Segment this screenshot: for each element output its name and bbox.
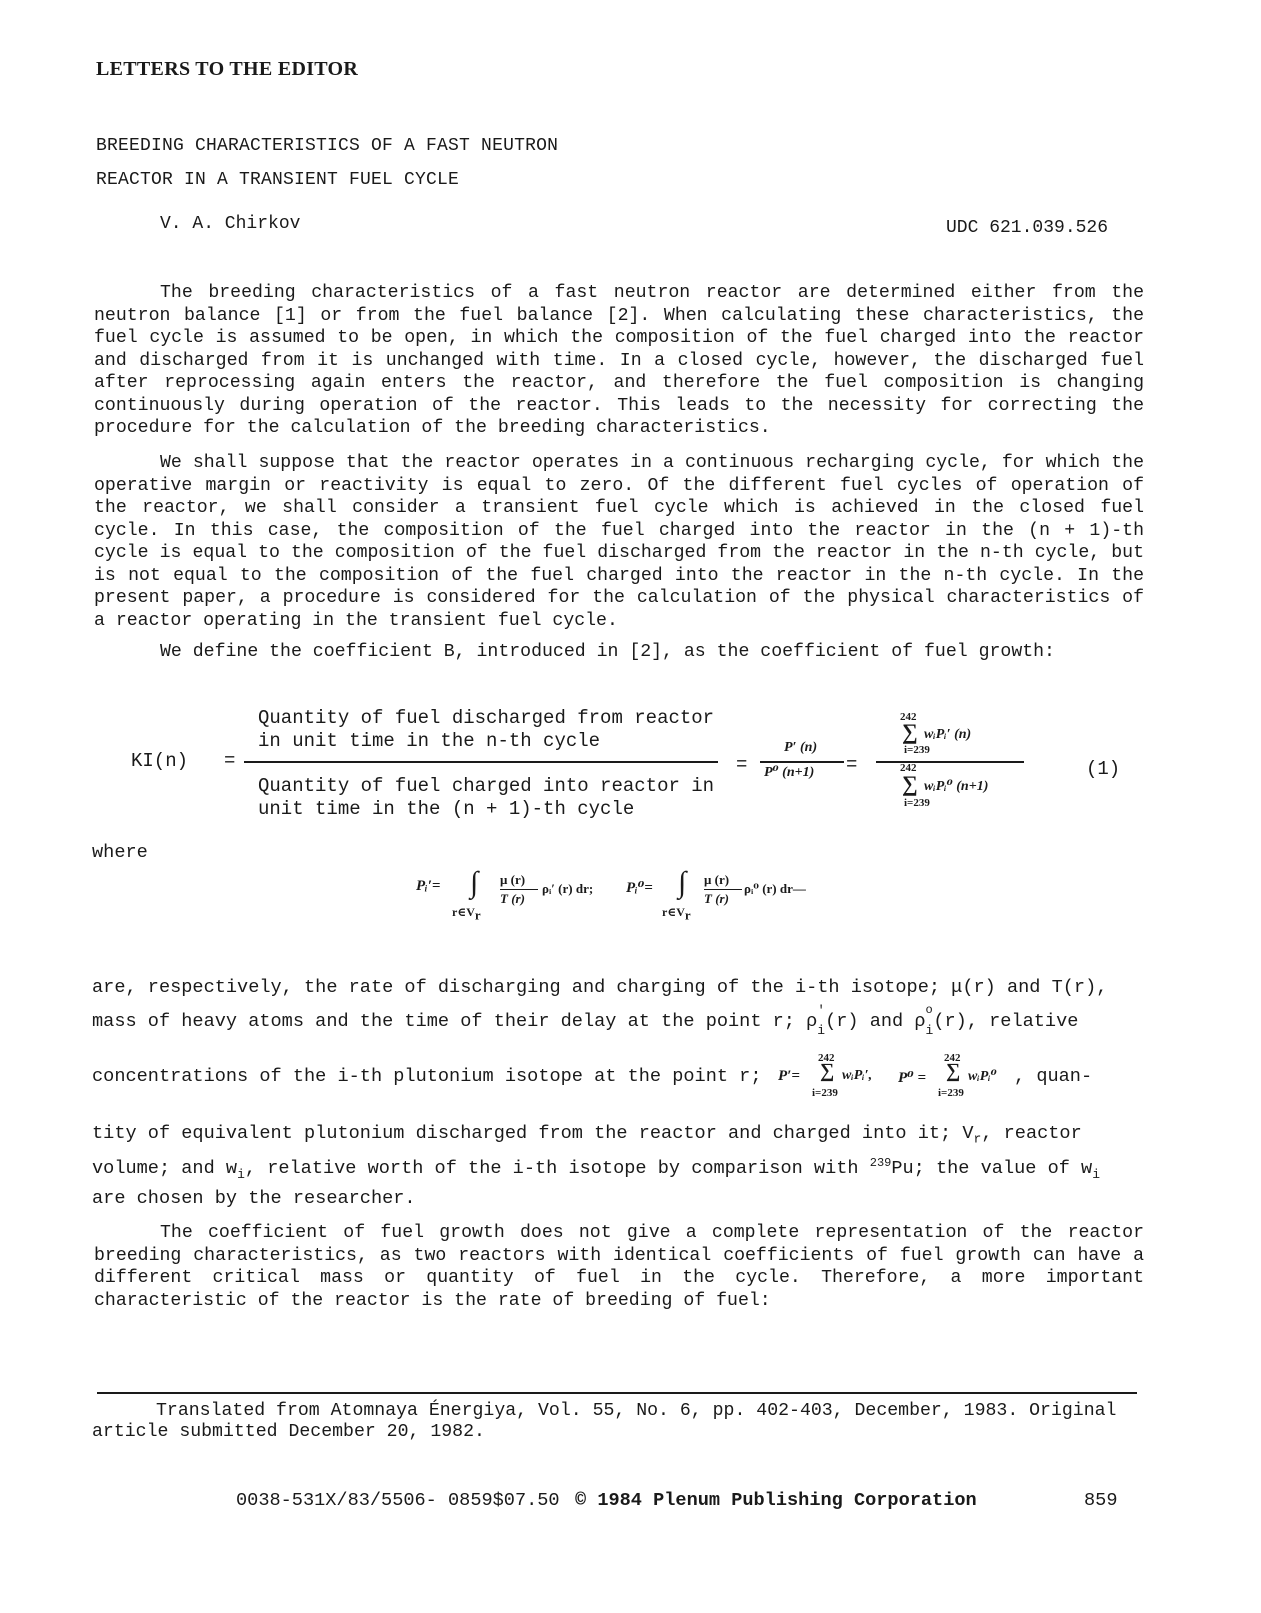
- eq1-number: (1): [1086, 758, 1121, 780]
- eq1-frac2-denominator: P⁰ (n+1): [764, 765, 815, 780]
- eq2-int-domain-2: r∈Vr: [662, 905, 691, 923]
- article-title-line-1: BREEDING CHARACTERISTICS OF A FAST NEUTRON: [96, 136, 559, 156]
- eq1-sum2-lower: i=239: [904, 797, 930, 809]
- eq1-frac3-bar: [876, 761, 1024, 763]
- where-label: where: [92, 842, 148, 863]
- footnote-line-2: article submitted December 20, 1982.: [92, 1422, 485, 1442]
- page-number: 859: [1084, 1490, 1118, 1511]
- eq1-sum1-lower: i=239: [904, 744, 930, 756]
- footnote-divider: [97, 1392, 1137, 1394]
- paragraph-4-line-6: are chosen by the researcher.: [92, 1188, 416, 1209]
- inline-term2: wᵢPᵢ⁰: [968, 1069, 997, 1084]
- publication-code: 0038-531X/83/5506- 0859$07.50: [236, 1490, 560, 1511]
- sum-icon: ∑: [902, 719, 918, 744]
- article-title-line-2: REACTOR IN A TRANSIENT FUEL CYCLE: [96, 170, 460, 190]
- eq2-mu-2: μ (r): [704, 872, 730, 887]
- paragraph-4-line-1: are, respectively, the rate of discharging and charging of the i-th isotope; μ(r) and T(r),: [92, 977, 1108, 998]
- paragraph-3: We define the coefficient B, introduced in [2], as the coefficient of fuel growth:: [160, 642, 1055, 662]
- eq1-frac2-numerator: P′ (n): [784, 740, 818, 755]
- eq2-T-2: T (r): [704, 891, 729, 906]
- eq2-rho-term-1: ρᵢ′ (r) dr;: [542, 881, 594, 896]
- paragraph-4-line-3-tail: , quan-: [1014, 1066, 1093, 1087]
- eq2-mu-1: μ (r): [500, 872, 526, 887]
- eq1-equals-2: =: [736, 754, 748, 776]
- eq2-rho-term-2: ρᵢ⁰ (r) dr—: [744, 881, 806, 896]
- copyright: © 1984 Plenum Publishing Corporation: [575, 1490, 977, 1511]
- paragraph-4-line-4: tity of equivalent plutonium discharged from the reactor and charged into it; $V_r$, reactor: [92, 1123, 1082, 1147]
- eq1-frac2-bar: [760, 761, 844, 763]
- eq1-numerator-line-1: Quantity of fuel discharged from reactor: [258, 707, 715, 729]
- paragraph-5: The coefficient of fuel growth does not give a complete representation of the reactor breeding characteristics, as two reactors with identical coefficients of fuel growth can have a different critical mass or quantity of fuel in the cycle. Therefore, a more important characteristic of the reactor is the rate of breeding of fuel:: [94, 1223, 1144, 1311]
- eq2-lhs-2: Pᵢ⁰=: [626, 880, 653, 896]
- integral-icon: ∫: [470, 866, 479, 899]
- eq2-frac-bar-2: [704, 889, 742, 890]
- eq2-frac-bar-1: [500, 889, 538, 890]
- eq1-sum1-upper: 242: [900, 711, 917, 723]
- paragraph-4-line-5: volume; and $w_i$, relative worth of the i-th isotope by comparison with $^{239}$Pu; the value of $w_i$: [92, 1156, 1101, 1182]
- inline-sum2-lower: i=239: [938, 1087, 964, 1099]
- paragraph-4-line-2: mass of heavy atoms and the time of their delay at the point r; ρ ′ $_i$(r) and ρ o $_i$(r), relative: [92, 1003, 1079, 1038]
- paragraph-4-line-3-text: concentrations of the i-th plutonium isotope at the point r;: [92, 1066, 762, 1087]
- eq1-sum2-upper: 242: [900, 762, 917, 774]
- eq1-denominator-line-2: unit time in the (n + 1)-th cycle: [258, 798, 635, 820]
- eq1-frac3-denominator-term: wᵢPᵢ⁰ (n+1): [924, 779, 989, 794]
- udc-code: UDC 621.039.526: [946, 218, 1109, 238]
- inline-sum1-lower: i=239: [812, 1087, 838, 1099]
- inline-sum2-upper: 242: [944, 1052, 961, 1064]
- eq1-numerator-line-2: in unit time in the n-th cycle: [258, 730, 601, 752]
- author: V. A. Chirkov: [160, 214, 301, 234]
- section-heading: LETTERS TO THE EDITOR: [96, 58, 359, 80]
- paragraph-1: The breeding characteristics of a fast neutron reactor are determined either from the neutron balance [1] or from the fuel balance [2]. When calculating these characteristics, the fuel cycle is assumed to be open, in which the composition of the fuel charged into the reactor and discharged from it is unchanged with time. In a closed cycle, however, the discharged fuel after reprocessing again enters the reactor, and therefore the fuel composition is changing continuously during operation of the reactor. This leads to the necessity for correcting the procedure for the calculation of the breeding characteristics.: [94, 283, 1144, 438]
- eq1-equals: =: [224, 750, 236, 772]
- sum-icon: ∑: [902, 771, 918, 796]
- sum-icon: ∑: [946, 1060, 961, 1082]
- eq2-int-domain-1: r∈Vr: [452, 905, 481, 923]
- sum-icon: ∑: [820, 1060, 835, 1082]
- integral-icon: ∫: [678, 866, 687, 899]
- eq1-fraction-bar: [244, 761, 718, 763]
- inline-sum1-upper: 242: [818, 1052, 835, 1064]
- inline-Pzero: P⁰ =: [898, 1070, 927, 1086]
- eq1-denominator-line-1: Quantity of fuel charged into reactor in: [258, 775, 715, 797]
- eq1-lhs: KI(n): [131, 750, 189, 772]
- eq2-T-1: T (r): [500, 891, 525, 906]
- eq1-frac3-numerator-term: wᵢPᵢ′ (n): [924, 727, 972, 742]
- eq2-lhs-1: Pᵢ′=: [416, 878, 441, 894]
- paragraph-2: We shall suppose that the reactor operates in a continuous recharging cycle, for which the operative margin or reactivity is equal to zero. Of the different fuel cycles of operation of the reactor, we shall consider a transient fuel cycle which is achieved in the closed fuel cycle. In this case, the composition of the fuel charged into the reactor in the (n + 1)-th cycle is equal to the composition of the fuel discharged from the reactor in the n-th cycle, but is not equal to the composition of the fuel charged into the reactor in the n-th cycle. In the present paper, a procedure is considered for the calculation of the physical characteristics of a reactor operating in the transient fuel cycle.: [94, 453, 1144, 631]
- eq1-equals-3: =: [846, 754, 858, 776]
- inline-Pprime: P′=: [778, 1068, 800, 1084]
- footnote-line-1: Translated from Atomnaya Énergiya, Vol. 55, No. 6, pp. 402-403, December, 1983. Original: [156, 1401, 1117, 1421]
- inline-term1: wᵢPᵢ′,: [842, 1068, 873, 1083]
